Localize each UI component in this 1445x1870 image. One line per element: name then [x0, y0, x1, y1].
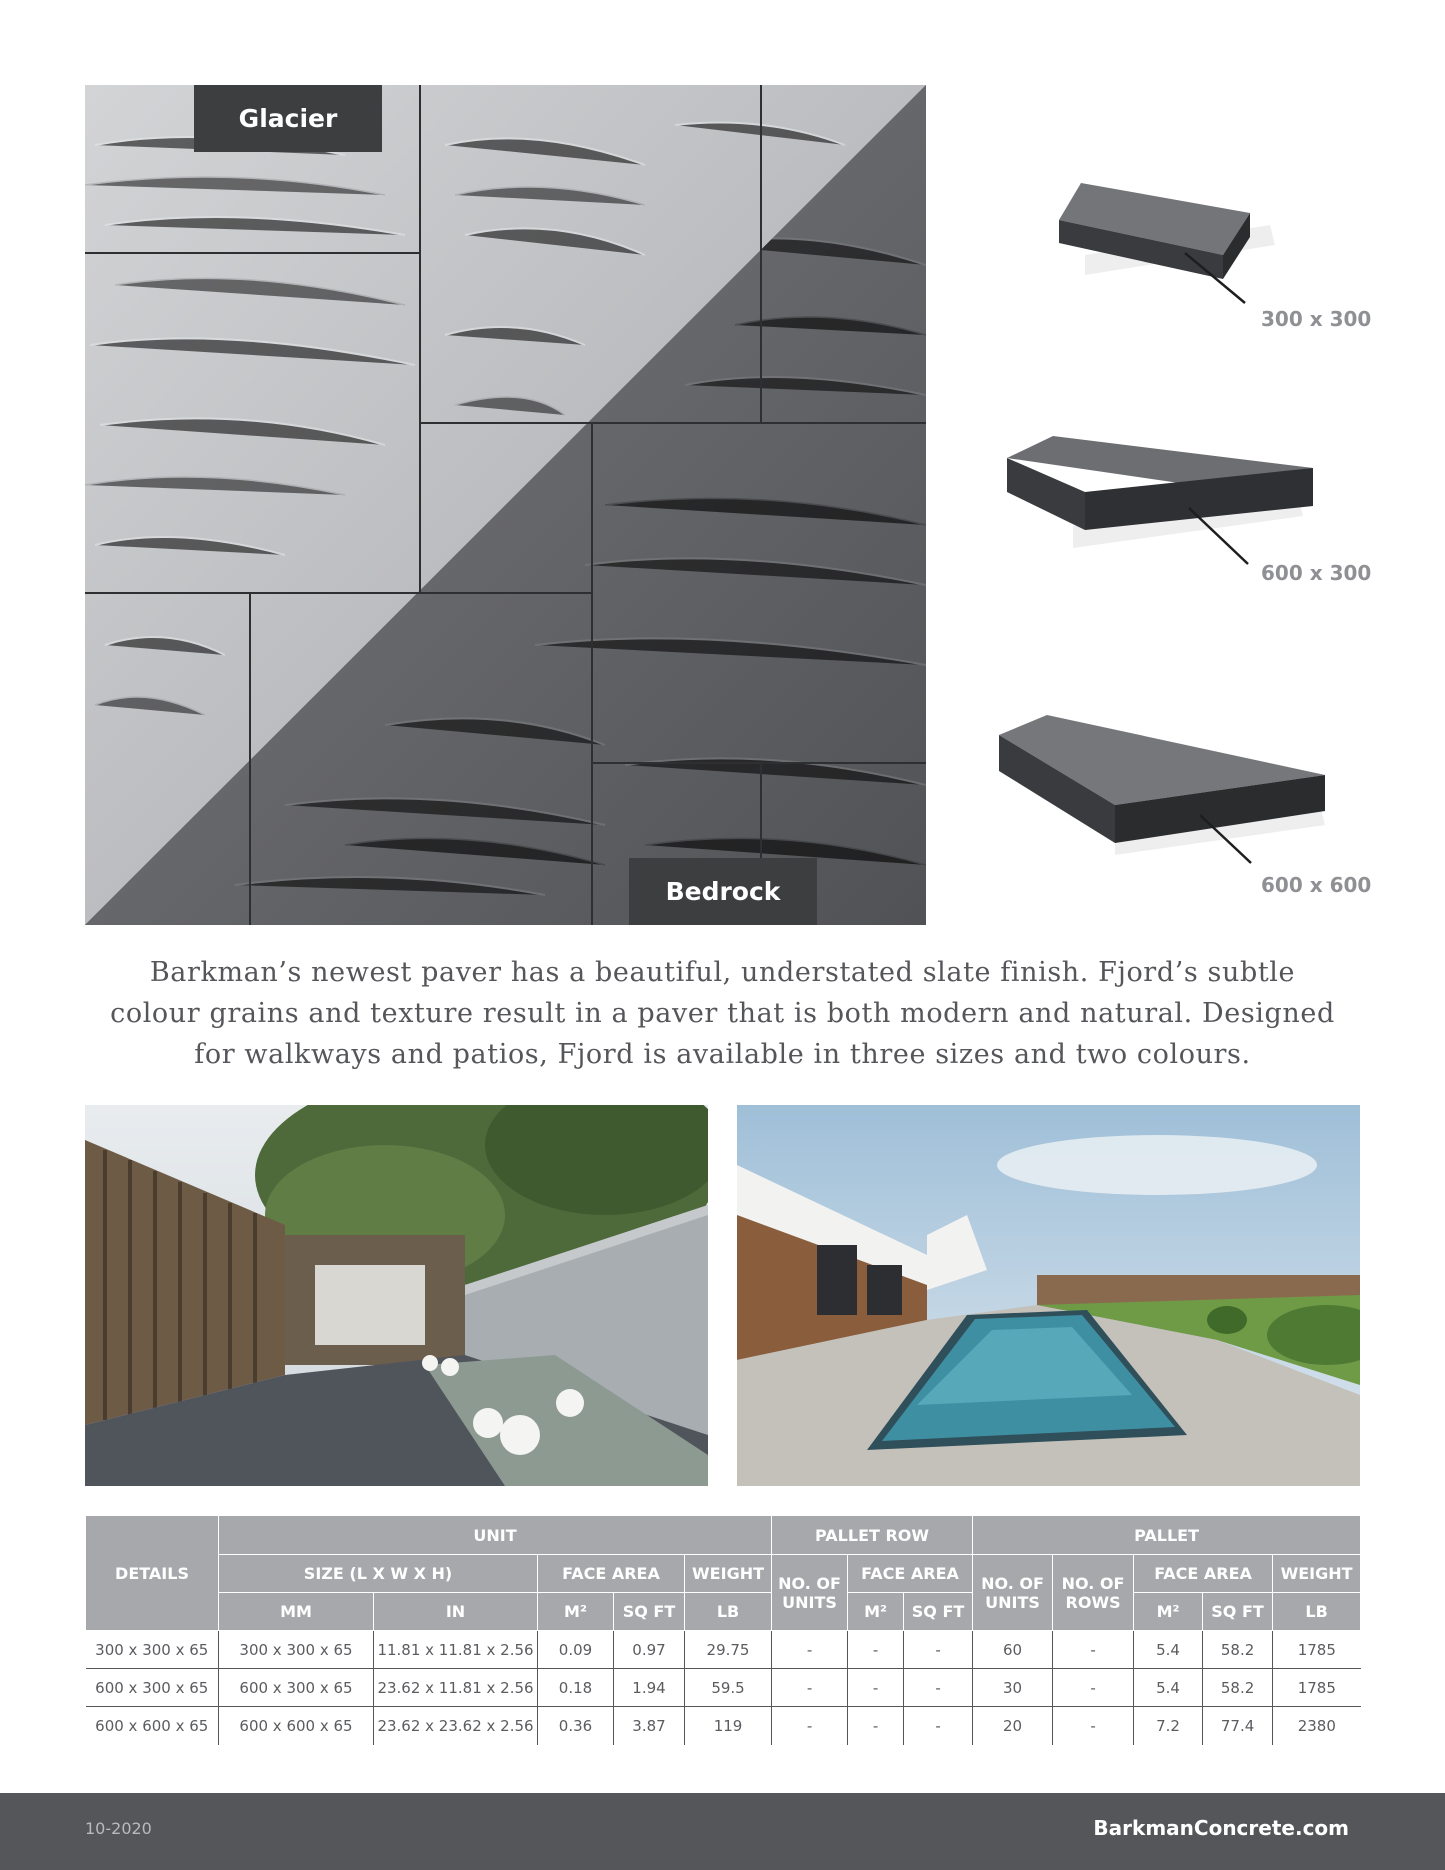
pallet-m2-cell: 5.4	[1134, 1669, 1203, 1707]
pallet-row-units-header: NO. OF UNITS	[772, 1555, 848, 1631]
pallet-rows-cell: -	[1053, 1631, 1134, 1669]
paver-600x600-image	[995, 715, 1325, 865]
unit-lb-cell: 59.5	[685, 1669, 772, 1707]
pallet-row-sqft-cell: -	[904, 1631, 973, 1669]
unit-lb-header: LB	[685, 1593, 772, 1631]
pallet-units-cell: 30	[973, 1669, 1053, 1707]
unit-group-header: UNIT	[219, 1516, 772, 1555]
table-row	[86, 1707, 1361, 1745]
pool-deck-install-photo	[737, 1105, 1360, 1486]
unit-m2-cell: 0.36	[538, 1707, 614, 1745]
description-line: Barkman’s newest paver has a beautiful, understated slate finish. Fjord’s subtle	[149, 957, 1296, 988]
mm-header: MM	[219, 1593, 374, 1631]
pallet-rows-header: NO. OF ROWS	[1053, 1555, 1134, 1631]
pallet-row-face-area-header: FACE AREA	[848, 1555, 973, 1593]
table-subheader-row	[86, 1555, 1361, 1593]
in-cell: 11.81 x 11.81 x 2.56	[374, 1631, 538, 1669]
table-row	[86, 1631, 1361, 1669]
paver-600x300-image	[1003, 430, 1303, 560]
pallet-sqft-cell: 58.2	[1203, 1669, 1273, 1707]
mm-cell: 600 x 300 x 65	[219, 1669, 374, 1707]
pallet-face-area-header: FACE AREA	[1134, 1555, 1273, 1593]
pallet-units-header: NO. OF UNITS	[973, 1555, 1053, 1631]
pallet-lb-cell: 1785	[1273, 1669, 1361, 1707]
pallet-sqft-cell: 58.2	[1203, 1631, 1273, 1669]
pallet-lb-header: LB	[1273, 1593, 1361, 1631]
unit-face-area-header: FACE AREA	[538, 1555, 685, 1593]
mm-cell: 300 x 300 x 65	[219, 1631, 374, 1669]
description-line: colour grains and texture result in a paver that is both modern and natural. Designed	[110, 998, 1335, 1029]
specifications-table	[85, 1515, 1361, 1745]
table-row	[86, 1669, 1361, 1707]
pallet-rows-cell: -	[1053, 1707, 1134, 1745]
product-description	[85, 952, 1360, 1075]
unit-weight-header: WEIGHT	[685, 1555, 772, 1593]
table-group-header-row	[86, 1516, 1361, 1555]
paver-300x300-image	[1055, 175, 1285, 295]
unit-lb-cell: 29.75	[685, 1631, 772, 1669]
mm-cell: 600 x 600 x 65	[219, 1707, 374, 1745]
pallet-row-units-cell: -	[772, 1669, 848, 1707]
unit-sqft-header: SQ FT	[614, 1593, 685, 1631]
unit-sqft-cell: 0.97	[614, 1631, 685, 1669]
pallet-group-header: PALLET	[973, 1516, 1361, 1555]
pallet-lb-cell: 1785	[1273, 1631, 1361, 1669]
page-footer	[0, 1793, 1445, 1870]
size-header: SIZE (L X W X H)	[219, 1555, 538, 1593]
pallet-units-cell: 20	[973, 1707, 1053, 1745]
details-cell: 600 x 600 x 65	[95, 1716, 209, 1735]
pallet-row-sqft-header: SQ FT	[904, 1593, 973, 1631]
pallet-m2-cell: 7.2	[1134, 1707, 1203, 1745]
pallet-row-sqft-cell: -	[904, 1669, 973, 1707]
swatch-texture-graphic	[85, 85, 926, 925]
details-header: DETAILS	[86, 1516, 219, 1631]
unit-sqft-cell: 3.87	[614, 1707, 685, 1745]
unit-m2-cell: 0.09	[538, 1631, 614, 1669]
courtyard-install-photo	[85, 1105, 708, 1486]
pallet-weight-header: WEIGHT	[1273, 1555, 1361, 1593]
pallet-row-m2-cell: -	[848, 1631, 904, 1669]
in-cell: 23.62 x 23.62 x 2.56	[374, 1707, 538, 1745]
paver-300x300-size-label: 300 x 300	[1261, 307, 1372, 331]
paver-600x300-size-label: 600 x 300	[1261, 561, 1372, 585]
unit-m2-cell: 0.18	[538, 1669, 614, 1707]
bedrock-colour-label: Bedrock	[629, 858, 817, 925]
pallet-lb-cell: 2380	[1273, 1707, 1361, 1745]
pallet-row-m2-cell: -	[848, 1707, 904, 1745]
unit-m2-header: M²	[538, 1593, 614, 1631]
pallet-row-sqft-cell: -	[904, 1707, 973, 1745]
revision-date: 10-2020	[85, 1819, 152, 1838]
pallet-units-cell: 60	[973, 1631, 1053, 1669]
pallet-rows-cell: -	[1053, 1669, 1134, 1707]
unit-lb-cell: 119	[685, 1707, 772, 1745]
pallet-sqft-cell: 77.4	[1203, 1707, 1273, 1745]
pallet-row-units-cell: -	[772, 1707, 848, 1745]
details-cell: 300 x 300 x 65	[86, 1631, 219, 1669]
pallet-row-m2-cell: -	[848, 1669, 904, 1707]
pallet-row-m2-header: M²	[848, 1593, 904, 1631]
description-line: for walkways and patios, Fjord is available in three sizes and two colours.	[194, 1039, 1251, 1070]
colour-swatch-image	[85, 85, 926, 925]
pallet-sqft-header: SQ FT	[1203, 1593, 1273, 1631]
unit-sqft-cell: 1.94	[614, 1669, 685, 1707]
pallet-m2-header: M²	[1134, 1593, 1203, 1631]
website-link[interactable]: BarkmanConcrete.com	[1093, 1816, 1349, 1840]
pallet-m2-cell: 5.4	[1134, 1631, 1203, 1669]
in-header: IN	[374, 1593, 538, 1631]
table-unit-header-row	[86, 1593, 1361, 1631]
glacier-colour-label: Glacier	[194, 85, 382, 152]
pallet-row-group-header: PALLET ROW	[772, 1516, 973, 1555]
in-cell: 23.62 x 11.81 x 2.56	[374, 1669, 538, 1707]
paver-600x600-size-label: 600 x 600	[1261, 873, 1372, 897]
details-cell: 600 x 300 x 65	[86, 1669, 219, 1707]
pallet-row-units-cell: -	[772, 1631, 848, 1669]
